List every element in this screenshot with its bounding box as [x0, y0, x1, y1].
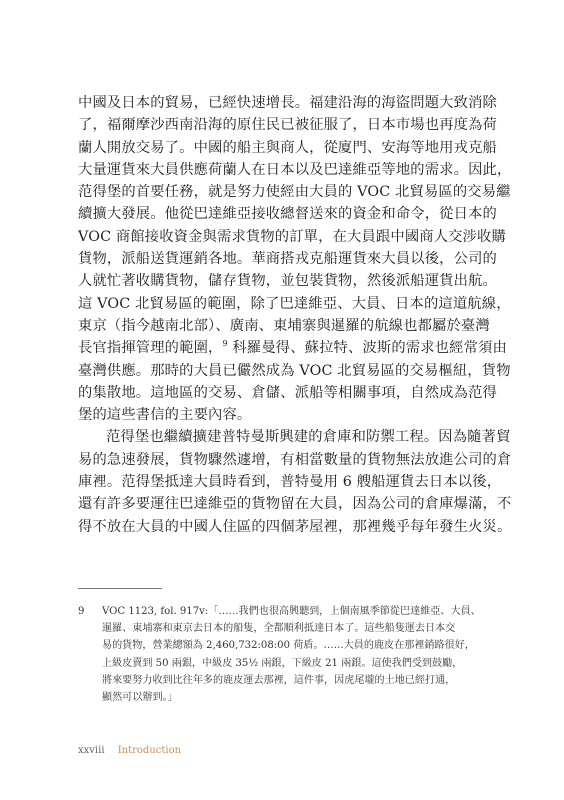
footnote-line: VOC 1123, fol. 917v:「……我們也很高興聽到，上個南風季節從巴達維亞、大員、	[102, 606, 481, 617]
text-line: 臺灣供應。那時的大員已儼然成為 VOC 北貿易區的交易樞紐，貨物	[78, 362, 511, 379]
footnote-line: 顯然可以辦到。」	[102, 692, 178, 704]
footnote-number: 9	[78, 606, 85, 617]
text-line: 得不放在大員的中國人住區的四個茅屋裡，那裡幾乎每年發生火災。	[78, 518, 512, 535]
footnote-reference[interactable]: 9	[222, 339, 228, 349]
text-line: VOC 商館接收資金與需求貨物的訂單，在大員跟中國商人交涉收購	[78, 228, 506, 245]
text-line: 蘭人開放交易了。中國的船主與商人，從廈門、安海等地用戎克船	[78, 139, 497, 156]
text-line: 人就忙著收購貨物，儲存貨物，並包裝貨物，然後派船運貨出航。	[78, 273, 497, 290]
text-line: 續擴大發展。他從巴達維亞接收總督送來的資金和命令，從日本的	[78, 206, 497, 223]
paragraph-1	[78, 92, 512, 426]
text-segment: 科羅曼得、蘇拉特、波斯的需求也經常須由	[232, 340, 507, 357]
text-line: 東京（指今越南北部）、廣南、東埔寨與暹羅的航線也都屬於臺灣	[78, 317, 490, 334]
page-footer	[78, 745, 181, 756]
section-title: Introduction	[117, 745, 182, 756]
text-line: 范得堡也繼續擴建普特曼斯興建的倉庫和防禦工程。因為隨著貿	[106, 429, 511, 446]
footnote-line: 將來要努力收到比往年多的鹿皮運去那裡，這件事，因虎尾壠的土地已經打通，	[102, 674, 456, 686]
text-line: 的集散地。這地區的交易、倉儲、派船等相關事項，自然成為范得	[78, 384, 497, 401]
text-line: 還有許多要運往巴達維亞的貨物留在大員，因為公司的倉庫爆滿，不	[78, 496, 512, 513]
text-line	[78, 337, 507, 359]
text-line: 堡的這些書信的主要內容。	[78, 407, 252, 424]
text-line: 易的急速發展，貨物驟然遽增，有相當數量的貨物無法放進公司的倉	[78, 451, 512, 468]
text-line: 這 VOC 北貿易區的範圍，除了巴達維亞、大員、日本的這道航線，	[78, 295, 511, 312]
footnote-text	[102, 603, 494, 706]
paragraph-2	[78, 426, 512, 537]
text-line: 了，福爾摩沙西南沿海的原住民已被征服了，日本市場也再度為荷	[78, 117, 497, 134]
page-number: xxviii	[78, 745, 105, 756]
text-line: 大量運貨來大員供應荷蘭人在日本以及巴達維亞等地的需求。因此，	[78, 161, 512, 178]
text-line: 范得堡的首要任務，就是努力使經由大員的 VOC 北貿易區的交易繼	[78, 184, 511, 201]
text-line: 中國及日本的貿易，已經快速增長。福建沿海的海盜問題大致消除	[78, 95, 497, 111]
text-line: 庫裡。范得堡抵達大員時看到，普特曼用 6 艘船運貨去日本以後，	[78, 474, 502, 491]
text-segment: 長官指揮管理的範圍，	[78, 340, 223, 357]
footnote-line: 暹羅、東埔寨和東京去日本的船隻，全都順利抵達日本了。這些船隻運去日本交	[102, 623, 456, 635]
footnote-separator	[78, 588, 162, 589]
text-line: 貨物，派船送貨運銷各地。華商搭戎克船運貨來大員以後，公司的	[78, 251, 497, 268]
footnote-line: 易的貨物，營業總額為 2,460,732:08:00 荷盾。……大員的鹿皮在那裡銷路很好，	[102, 640, 475, 652]
footnote-line: 上級皮賣到 50 兩銀，中級皮 35½ 兩銀，下級皮 21 兩銀。這使我們受到鼓勵，	[102, 657, 463, 669]
main-text	[78, 92, 512, 538]
